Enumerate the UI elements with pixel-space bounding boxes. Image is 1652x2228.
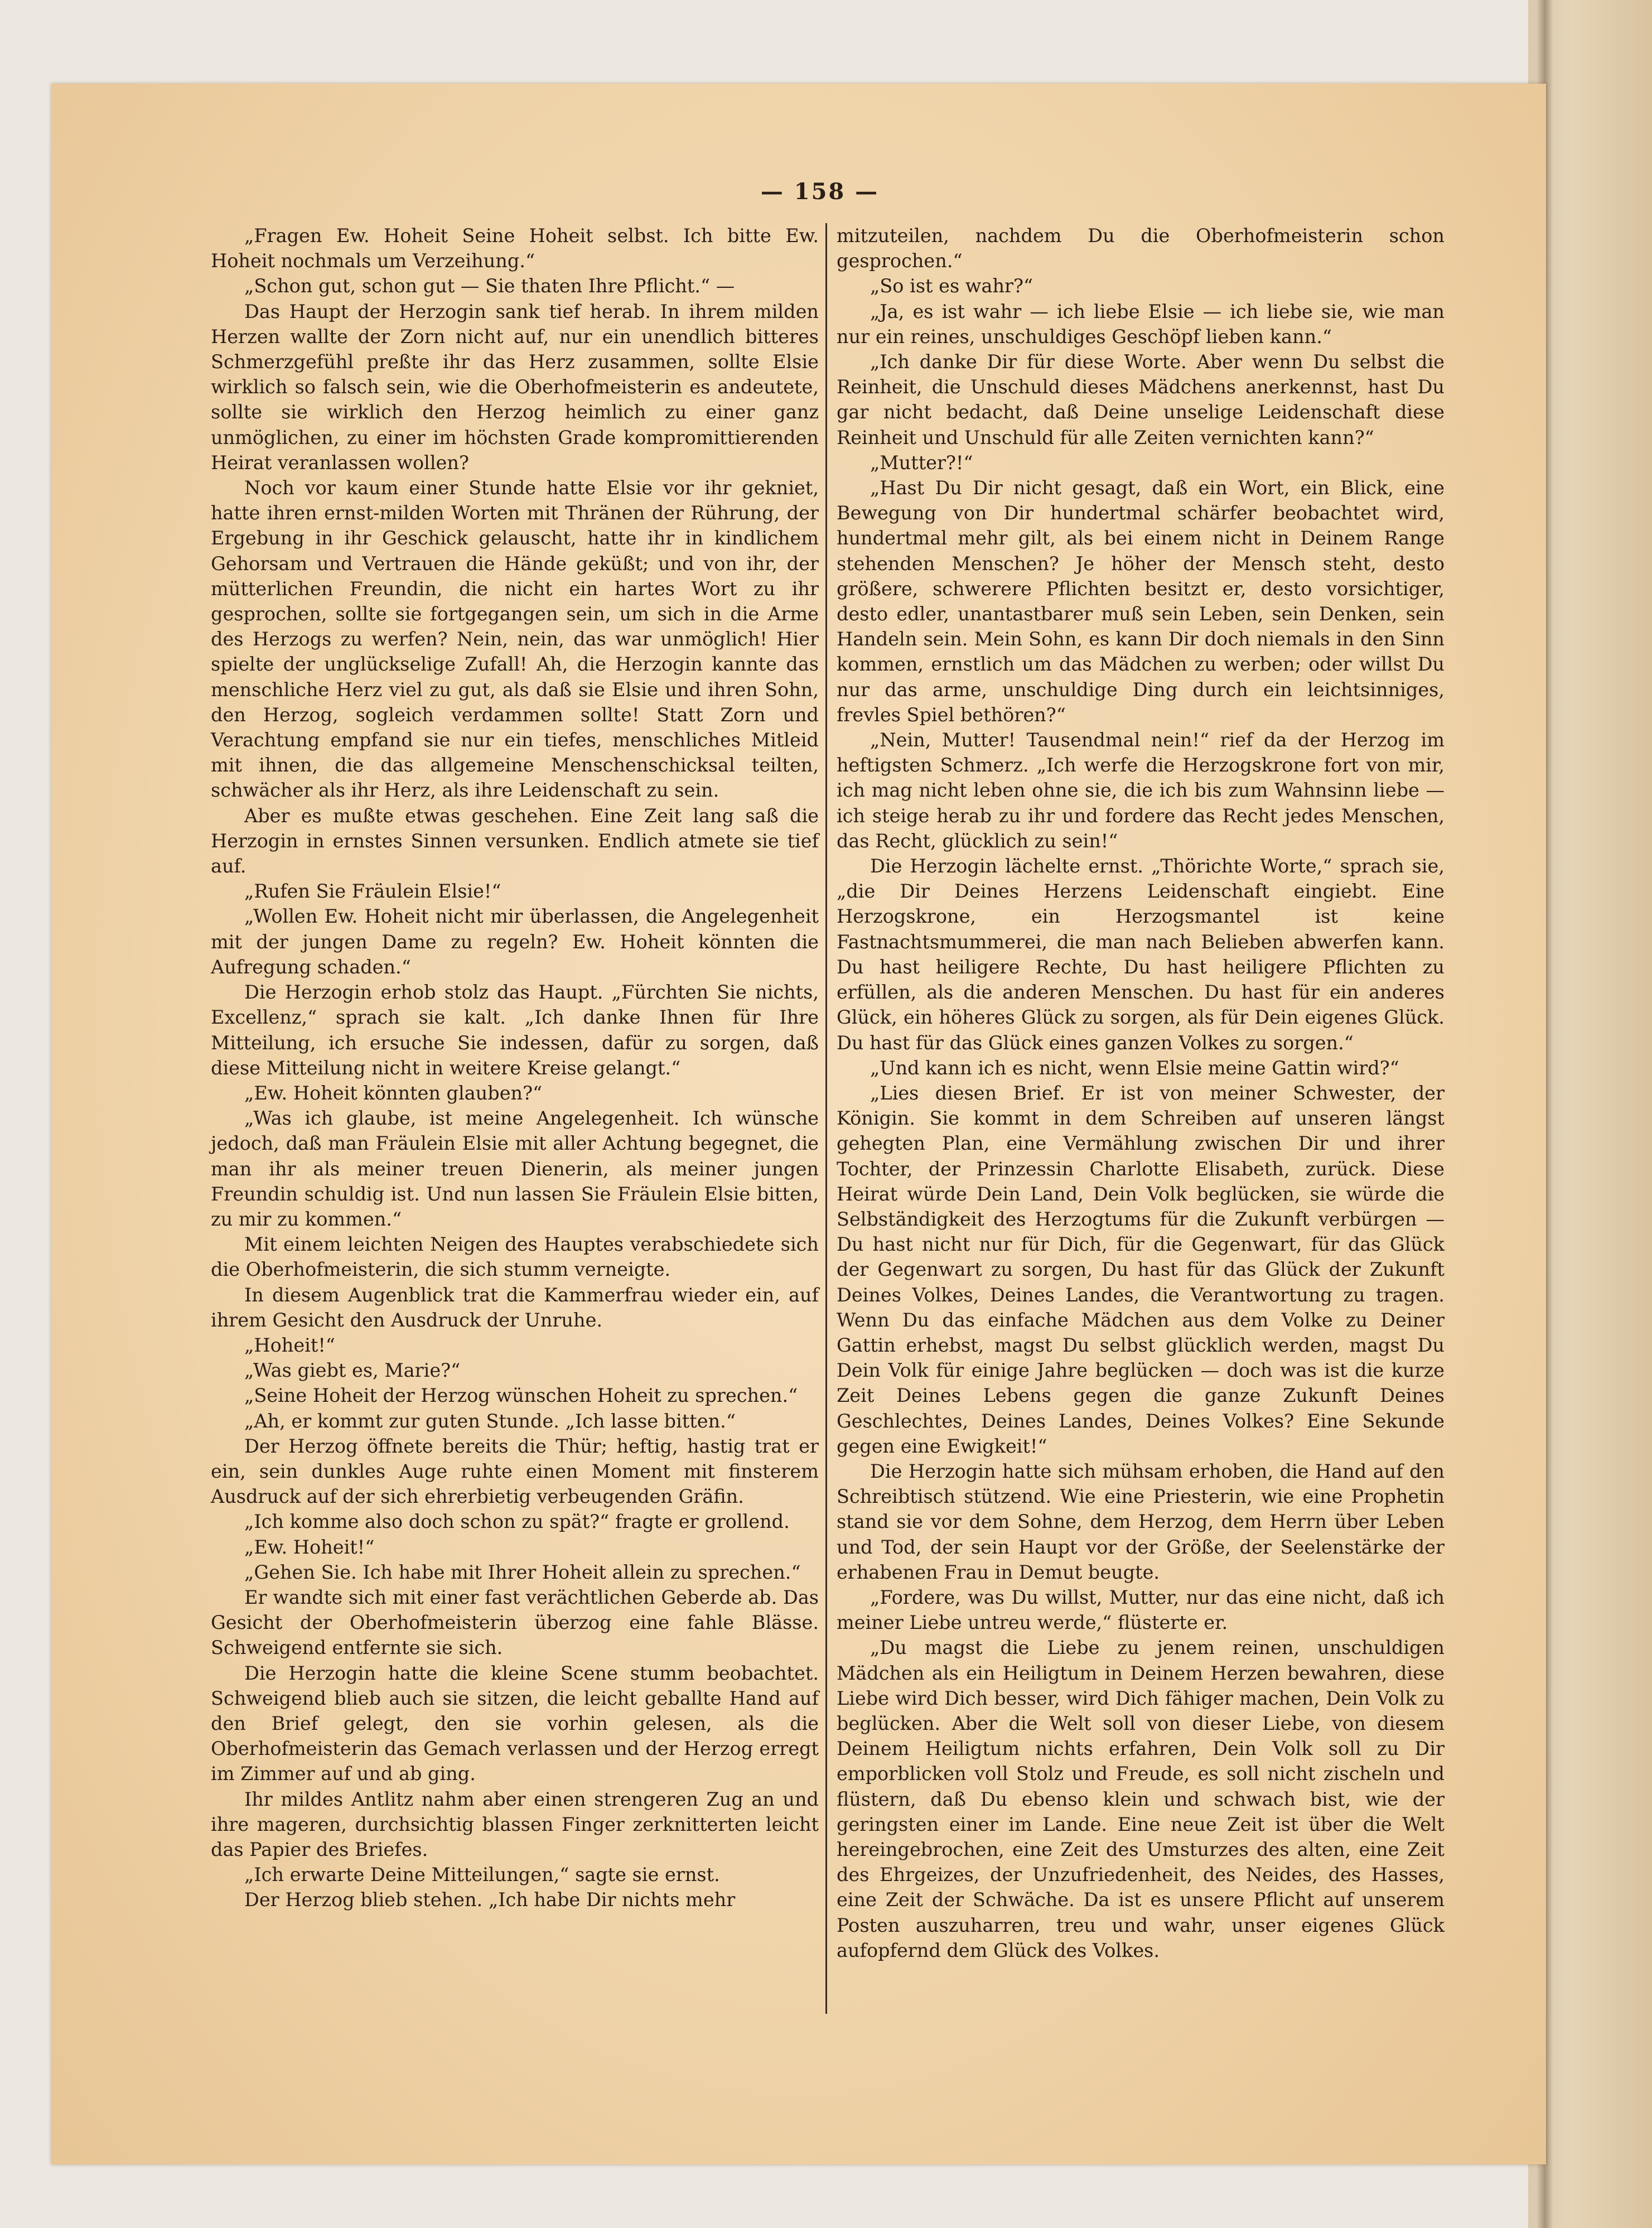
text-column-right xyxy=(837,223,1445,1963)
paragraph: Noch vor kaum einer Stunde hatte Elsie vor ihr gekniet, hatte ihren ernst-milden Worten mit Thränen der Rührung, der Ergebung in ihr Geschick gelauscht, hatte ihr in kindlichem Gehorsam und Vertrauen die Hände geküßt; und von ihr, der mütterlichen Freundin, die nicht ein hartes Wort zu ihr gesprochen, sollte sie fortgegangen sein, um sich in die Arme des Herzogs zu werfen? Nein, nein, das war unmöglich! Hier spielte der unglückselige Zufall! Ah, die Herzogin kannte das menschliche Herz viel zu gut, als daß sie Elsie und ihren Sohn, den Herzog, sogleich verdammen sollte! Statt Zorn und Verachtung empfand sie nur ein tiefes, menschliches Mitleid mit ihnen, die das allgemeine Menschenschicksal teilten, schwächer als ihr Herz, als ihre Leidenschaft zu sein. xyxy=(211,477,819,802)
paragraph: „Schon gut, schon gut — Sie thaten Ihre Pflicht.“ — xyxy=(244,275,735,297)
paragraph: „Nein, Mutter! Tausendmal nein!“ rief da der Herzog im heftigsten Schmerz. „Ich werfe die Herzogskrone fort von mir, ich mag nicht leben ohne sie, die ich bis zum Wahnsinn liebe — ich steige herab zu ihr und fordere das Recht jedes Menschen, das Recht, glücklich zu sein!“ xyxy=(837,729,1445,852)
paragraph: „Wollen Ew. Hoheit nicht mir überlassen, die Angelegenheit mit der jungen Dame zu regeln? Ew. Hoheit könnten die Aufregung schaden.“ xyxy=(211,905,819,978)
paragraph: In diesem Augenblick trat die Kammerfrau wieder ein, auf ihrem Gesicht den Ausdruck der Unruhe. xyxy=(211,1284,819,1331)
paragraph: „Mutter?!“ xyxy=(870,451,973,474)
paragraph: „Ew. Hoheit!“ xyxy=(244,1536,375,1558)
paragraph: „Ich danke Dir für diese Worte. Aber wenn Du selbst die Reinheit, die Unschuld dieses Mädchens anerkennst, hast Du gar nicht bedacht, daß Deine unselige Leidenschaft diese Reinheit und Unschuld für alle Zeiten vernichten kann?“ xyxy=(837,351,1445,449)
paragraph: Der Herzog öffnete bereits die Thür; heftig, hastig trat er ein, sein dunkles Auge ruhte einen Moment mit finsterem Ausdruck auf der sich ehrerbietig verbeugenden Gräfin. xyxy=(211,1435,819,1508)
paragraph: „Ja, es ist wahr — ich liebe Elsie — ich liebe sie, wie man nur ein reines, unschuldiges Geschöpf lieben kann.“ xyxy=(837,300,1445,348)
paragraph: „Lies diesen Brief. Er ist von meiner Schwester, der Königin. Sie kommt in dem Schreiben auf unseren längst gehegten Plan, eine Vermählung zwischen Dir und ihrer Tochter, der Prinzessin Charlotte Elisabeth, zurück. Diese Heirat würde Dein Land, Dein Volk beglücken, sie würde die Selbständigkeit des Herzogtums für die Zukunft verbürgen — Du hast nicht nur für Dich, für die Gegenwart, für das Glück der Gegenwart zu sorgen, Du hast für das Glück der Zukunft Deines Volkes, Deines Landes, die Verantwortung zu tragen. Wenn Du das einfache Mädchen aus dem Volke zu Deiner Gattin erhebst, magst Du selbst glücklich werden, magst Du Dein Volk für einige Jahre beglücken — doch was ist die kurze Zeit Deines Lebens gegen die ganze Zukunft Deines Geschlechtes, Deines Landes, Deines Volkes? Eine Sekunde gegen eine Ewigkeit!“ xyxy=(837,1082,1445,1457)
paragraph: Das Haupt der Herzogin sank tief herab. In ihrem milden Herzen wallte der Zorn nicht auf, nur ein unendlich bitteres Schmerzgefühl preßte ihr das Herz zusammen, sollte Elsie wirklich so falsch sein, wie die Oberhofmeisterin es andeutete, sollte sie wirklich den Herzog heimlich zu einer ganz unmöglichen, zu einer im höchsten Grade kompromittierenden Heirat veranlassen wollen? xyxy=(211,300,819,474)
paragraph: Die Herzogin hatte die kleine Scene stumm beobachtet. Schweigend blieb auch sie sitzen, die leicht geballte Hand auf den Brief gelegt, den sie vorhin gelesen, als die Oberhofmeisterin das Gemach verlassen und der Herzog erregt im Zimmer auf und ab ging. xyxy=(211,1662,819,1785)
paragraph: „Ich erwarte Deine Mitteilungen,“ sagte sie ernst. xyxy=(244,1864,720,1886)
paragraph: Mit einem leichten Neigen des Hauptes verabschiedete sich die Oberhofmeisterin, die sich stumm verneigte. xyxy=(211,1233,819,1281)
paragraph: „Ew. Hoheit könnten glauben?“ xyxy=(244,1082,543,1104)
page-number: — 158 — xyxy=(760,179,880,205)
paragraph: „Und kann ich es nicht, wenn Elsie meine Gattin wird?“ xyxy=(870,1057,1399,1079)
column-divider xyxy=(825,223,827,2014)
paragraph: Die Herzogin erhob stolz das Haupt. „Fürchten Sie nichts, Excellenz,“ sprach sie kalt. „Ich danke Ihnen für Ihre Mitteilung, ich ersuche Sie indessen, dafür zu sorgen, daß diese Mitteilung nicht in weitere Kreise gelangt.“ xyxy=(211,981,819,1079)
paragraph: Aber es mußte etwas geschehen. Eine Zeit lang saß die Herzogin in ernstes Sinnen versunken. Endlich atmete sie tief auf. xyxy=(211,804,819,877)
paragraph: mitzuteilen, nachdem Du die Oberhofmeisterin schon gesprochen.“ xyxy=(837,225,1445,272)
paragraph: „Fordere, was Du willst, Mutter, nur das eine nicht, daß ich meiner Liebe untreu werde,“ flüsterte er. xyxy=(837,1586,1445,1634)
paragraph: Er wandte sich mit einer fast verächtlichen Geberde ab. Das Gesicht der Oberhofmeisterin überzog eine fahle Blässe. Schweigend entfernte sie sich. xyxy=(211,1586,819,1659)
paragraph: „Gehen Sie. Ich habe mit Ihrer Hoheit allein zu sprechen.“ xyxy=(244,1561,801,1583)
paragraph: „Fragen Ew. Hoheit Seine Hoheit selbst. Ich bitte Ew. Hoheit nochmals um Verzeihung.“ xyxy=(211,225,819,272)
paragraph: Der Herzog blieb stehen. „Ich habe Dir nichts mehr xyxy=(244,1889,736,1911)
paragraph: Die Herzogin hatte sich mühsam erhoben, die Hand auf den Schreibtisch stützend. Wie eine Priesterin, wie eine Prophetin stand sie vor dem Sohne, dem Herzog, dem Herrn über Leben und Tod, der sein Haupt vor der Größe, der Seelenstärke der erhabenen Frau in Demut beugte. xyxy=(837,1460,1445,1583)
paragraph: „Hoheit!“ xyxy=(244,1334,335,1356)
paragraph: „Ah, er kommt zur guten Stunde. „Ich lasse bitten.“ xyxy=(244,1410,736,1432)
paragraph: „Seine Hoheit der Herzog wünschen Hoheit zu sprechen.“ xyxy=(244,1385,798,1407)
text-column-left xyxy=(211,223,819,1913)
paragraph: Ihr mildes Antlitz nahm aber einen strengeren Zug an und ihre mageren, durchsichtig blassen Finger zerknitterten leicht das Papier des Briefes. xyxy=(211,1788,819,1860)
paragraph: „Hast Du Dir nicht gesagt, daß ein Wort, ein Blick, eine Bewegung von Dir hundertmal schärfer beobachtet wird, hundertmal mehr gilt, als bei einem nicht in Deinem Range stehenden Menschen? Je höher der Mensch steht, desto größere, schwerere Pflichten besitzt er, desto vorsichtiger, desto edler, unantastbarer muß sein Leben, sein Denken, sein Handeln sein. Mein Sohn, es kann Dir doch niemals in den Sinn kommen, ernstlich um das Mädchen zu werben; oder willst Du nur das arme, unschuldige Ding durch ein leichtsinniges, frevles Spiel bethören?“ xyxy=(837,477,1445,726)
paragraph: „Du magst die Liebe zu jenem reinen, unschuldigen Mädchen als ein Heiligtum in Deinem Herzen bewahren, diese Liebe wird Dich besser, wird Dich fähiger machen, Dein Volk zu beglücken. Aber die Welt soll von dieser Liebe, von diesem Deinem Heiligtum nichts erfahren, Dein Volk soll zu Dir emporblicken voll Stolz und Freude, es soll nicht zischeln und flüstern, daß Du ebenso klein und schwach bist, wie der geringsten einer im Lande. Eine neue Zeit ist über die Welt hereingebrochen, eine Zeit des Umsturzes des alten, eine Zeit des Ehrgeizes, der Unzufriedenheit, des Neides, des Hasses, eine Zeit der Schwäche. Da ist es unsere Pflicht auf unserem Posten auszuharren, treu und wahr, unser eigenes Glück aufopfernd dem Glück des Volkes. xyxy=(837,1637,1445,1961)
paragraph: „Was ich glaube, ist meine Angelegenheit. Ich wünsche jedoch, daß man Fräulein Elsie mit aller Achtung begegnet, die man ihr als meiner treuen Dienerin, als meiner jungen Freundin schuldig ist. Und nun lassen Sie Fräulein Elsie bitten, zu mir zu kommen.“ xyxy=(211,1107,819,1230)
paragraph: Die Herzogin lächelte ernst. „Thörichte Worte,“ sprach sie, „die Dir Deines Herzens Leidenschaft eingiebt. Eine Herzogskrone, ein Herzogsmantel ist keine Fastnachtsmummerei, die man nach Belieben abwerfen kann. Du hast heiligere Rechte, Du hast heiligere Pflichten zu erfüllen, als die anderen Menschen. Du hast für ein anderes Glück, ein höheres Glück zu sorgen, als für Dein eigenes Glück. Du hast für das Glück eines ganzen Volkes zu sorgen.“ xyxy=(837,855,1445,1054)
paragraph: „Ich komme also doch schon zu spät?“ fragte er grollend. xyxy=(244,1511,790,1533)
paragraph: „Rufen Sie Fräulein Elsie!“ xyxy=(244,880,501,903)
paragraph: „So ist es wahr?“ xyxy=(870,275,1033,297)
paragraph: „Was giebt es, Marie?“ xyxy=(244,1359,461,1382)
